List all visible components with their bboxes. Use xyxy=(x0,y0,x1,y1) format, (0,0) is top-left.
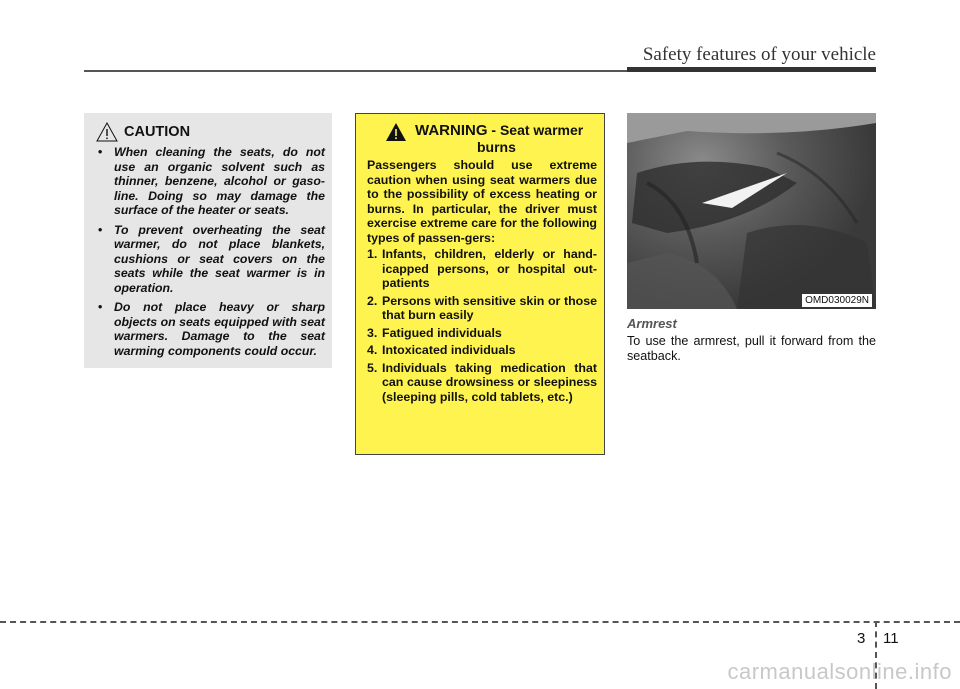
warning-item-text: Infants, children, elderly or hand-icapped persons, or hospital out-patients xyxy=(382,247,597,290)
bullet-icon: • xyxy=(98,222,103,237)
item-number: 3. xyxy=(367,325,378,340)
chapter-number: 3 xyxy=(857,630,866,647)
warning-item-text: Fatigued individuals xyxy=(382,325,502,340)
warning-item-text: Intoxicated individuals xyxy=(382,343,516,357)
warning-item-text: Individuals taking medication that can cause drowsiness or sleepiness (sleeping pills, cold tablets, etc.) xyxy=(382,360,597,404)
caution-list xyxy=(92,145,325,358)
warning-item xyxy=(367,326,597,341)
warning-list xyxy=(367,247,597,404)
header-rule-accent xyxy=(627,67,876,72)
warning-item xyxy=(367,361,597,405)
caution-box xyxy=(84,113,332,368)
page-number: 11 xyxy=(883,630,899,647)
warning-subtitle: - Seat warmer xyxy=(491,122,584,138)
warning-intro: Passengers should use extreme caution when using seat warmers due to the possibility of excess heating or burns. In particular, the driver must exercise extreme care for the following types of passen-gers: xyxy=(367,158,597,245)
warning-item xyxy=(367,247,597,291)
armrest-photo-illustration xyxy=(627,113,876,309)
warning-heading xyxy=(385,122,597,155)
caution-title: CAUTION xyxy=(124,124,191,140)
bullet-icon: • xyxy=(98,300,103,314)
caution-item xyxy=(92,145,325,218)
caution-triangle-icon xyxy=(96,122,118,142)
warning-item xyxy=(367,294,597,323)
warning-triangle-icon xyxy=(385,122,407,142)
armrest-body: To use the armrest, pull it forward from the seatback. xyxy=(627,334,876,363)
warning-box xyxy=(355,113,605,455)
item-number: 4. xyxy=(367,343,378,357)
caution-item-text: To prevent overheating the seat warmer, do not place blankets, cushions or seat covers on the seats while the seat warmer is in operation. xyxy=(114,222,325,295)
warning-subtitle-2: burns xyxy=(477,139,516,155)
warning-item xyxy=(367,343,597,358)
caution-item-text: Do not place heavy or sharp objects on seats equipped with seat warmers. Damage to the seat warming components could occur. xyxy=(114,300,325,358)
bullet-icon: • xyxy=(98,145,103,159)
caution-item-text: When cleaning the seats, do not use an organic solvent such as thinner, benzene, alcohol or gaso-line. Doing so may damage the surface of the heater or seats. xyxy=(114,145,325,217)
header-title: Safety features of your vehicle xyxy=(642,44,876,65)
caution-item xyxy=(92,300,325,358)
item-number: 5. xyxy=(367,360,378,375)
watermark: carmanualsonline.info xyxy=(727,659,952,684)
warning-title: WARNING xyxy=(415,122,488,139)
footer-rule xyxy=(0,621,960,623)
warning-title-wrap xyxy=(415,122,583,155)
item-number: 2. xyxy=(367,293,378,308)
photo-code: OMD030029N xyxy=(802,294,872,307)
caution-item xyxy=(92,223,325,296)
warning-item-text: Persons with sensitive skin or those that burn easily xyxy=(382,293,597,322)
armrest-heading: Armrest xyxy=(627,316,677,331)
armrest-photo xyxy=(627,113,876,309)
item-number: 1. xyxy=(367,247,378,261)
caution-heading xyxy=(96,122,325,142)
